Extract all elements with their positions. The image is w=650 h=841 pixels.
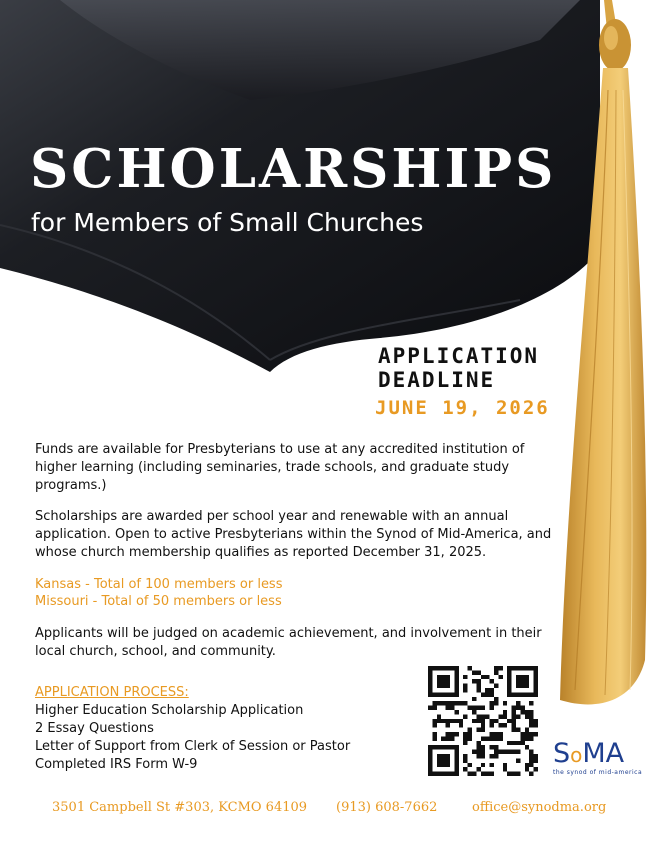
paragraph-judging: Applicants will be judged on academic achievement, and involvement in their local church, school, and community. bbox=[35, 626, 542, 659]
criteria-missouri: Missouri - Total of 50 members or less bbox=[35, 594, 282, 609]
process-item: Completed IRS Form W-9 bbox=[35, 757, 198, 772]
process-heading: APPLICATION PROCESS: bbox=[35, 685, 189, 700]
criteria-kansas: Kansas - Total of 100 members or less bbox=[35, 577, 283, 592]
contact-footer bbox=[0, 800, 650, 824]
membership-criteria bbox=[35, 576, 282, 610]
poster-subtitle: for Members of Small Churches bbox=[31, 208, 424, 237]
application-process bbox=[35, 684, 350, 774]
footer-phone[interactable]: (913) 608-7662 bbox=[336, 800, 438, 815]
deadline-line-1: APPLICATION bbox=[378, 344, 540, 368]
deadline-heading bbox=[378, 344, 539, 392]
logo-tagline: the synod of mid-america bbox=[553, 769, 643, 776]
process-item: Letter of Support from Clerk of Session or Pastor bbox=[35, 739, 351, 754]
soma-logo bbox=[553, 740, 643, 776]
process-item: 2 Essay Questions bbox=[35, 721, 154, 736]
poster-title: SCHOLARSHIPS bbox=[30, 138, 557, 200]
paragraph-funds: Funds are available for Presbyterians to use at any accredited institution of higher learning (including seminaries, trade schools, and graduate study programs.) bbox=[35, 442, 525, 493]
deadline-line-2: DEADLINE bbox=[378, 368, 496, 392]
footer-address: 3501 Campbell St #303, KCMO 64109 bbox=[52, 800, 308, 815]
deadline-date: JUNE 19, 2026 bbox=[375, 397, 550, 419]
process-item: Higher Education Scholarship Application bbox=[35, 703, 304, 718]
footer-email[interactable]: office@synodma.org bbox=[472, 800, 607, 815]
qr-code[interactable] bbox=[428, 666, 538, 776]
logo-wordmark: SoMA bbox=[553, 738, 625, 769]
paragraph-eligibility: Scholarships are awarded per school year and renewable with an annual application. Open to active Presbyterians within the Synod of Mid-America, and whose church membership qualifies as reported December 31, 2025. bbox=[35, 509, 552, 560]
